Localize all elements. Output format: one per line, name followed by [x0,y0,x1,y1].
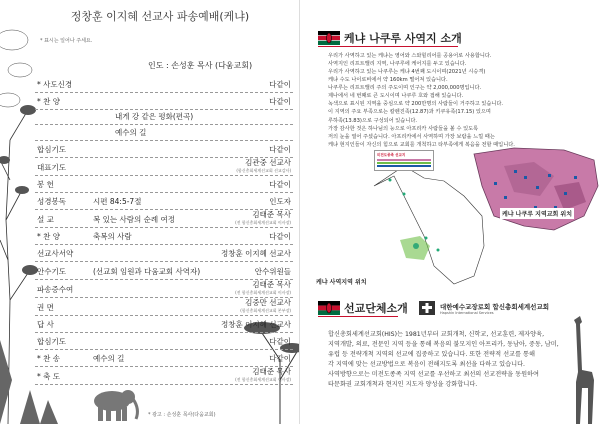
service-item-person: 인도자 [269,197,291,206]
kenya-header: 케냐 나쿠루 사역지 소개 [318,30,462,46]
service-row [35,350,293,367]
service-item-person: 다같이 [269,232,291,241]
paragraph-line: 저의 눈을 열어 주셨습니다. 아프리카에서 사역하며 가장 보람을 느낄 때는 [328,133,495,140]
service-item-person: 다같이 [269,354,291,363]
service-row [35,176,293,193]
paragraph-line: 유럽 등 전략개척 지역의 선교에 집중하고 있습니다. 또한 전략적 선교를 통해 [328,350,535,358]
paragraph-line: 합신총회세계선교회(HIS)는 1981년부터 교회개척, 신학교, 선교훈련, 제자양육, [328,331,545,338]
person-affiliation: (합신총회세계선교회 선교감사) [236,168,291,173]
service-item-person: 다같이 [269,180,291,189]
service-item-person: 다같이 [269,97,291,106]
person-affiliation: (전 합신총회세계선교회 이사장) [235,290,291,295]
paragraph-line: 우리가 사역하고 있는 나쿠루는 케냐 4번째 도시이며(2021년 시승격) [328,69,486,76]
service-row [35,333,293,350]
service-item-label: 대표기도 [37,163,66,172]
paragraph-line: 사역지인 리프트밸리 지역, 나쿠루에 케어지를 두고 있습니다. [328,61,467,68]
paragraph-line: 사역방향으로는 미전도종족 지역 선교를 우선하고 최선의 선교전략을 동원하여 [328,370,540,378]
service-item-detail: 축복의 사람 [93,232,132,241]
map-label-kenya: 케냐 사역지역 위치 [314,276,369,287]
service-row [35,367,293,385]
paragraph-line: 케냐 수도 나이로비에서 약 160km 떨어져 있습니다. [328,77,448,84]
paragraph-line: 타문화권 교회개척과 현지인 지도자 양성을 강화합니다. [328,380,478,388]
service-row [35,141,293,158]
service-row [35,245,293,262]
page-title: 정창훈 이지혜 선교사 파송예배(케냐) [70,10,250,23]
service-row [35,316,293,333]
service-item-person: 다같이 [269,80,291,89]
footnote: * 광고 : 손성훈 목사(다움교회) [148,412,216,418]
service-item-label: 성경봉독 [37,197,66,206]
service-item-label: 봉 헌 [37,180,54,189]
paragraph-line: 가장 감사한 것은 하나님의 능으로 아프리카 사람들을 볼 수 있도록 [328,125,479,132]
elephant-illustration [84,385,144,424]
kenya-flag-icon [318,31,340,45]
map-label-nakuru: 케냐 나쿠루 지역교회 위치 [500,208,574,219]
service-item-person: 정창훈 이지혜 선교사 [221,320,291,329]
service-item-detail: 예수의 길 [115,128,147,137]
org-logo: 대한예수교장로회 합신총회세계선교회 Hapshin International Services [418,300,549,316]
service-item-detail: 시편 84:5-7절 [93,197,142,206]
paragraph-line: 지역개발, 의료, 전문인 지역 등을 통해 복음의 불모지인 아프리카, 동남아, 중동, 남미, [328,340,559,348]
service-item-person: 다같이 [269,337,291,346]
service-row [35,280,293,298]
paragraph-line: 케냐 현지인들이 자신의 힘으로 교회를 개척하고 타부족에게 복음을 전할 때입니다. [328,141,515,148]
order-list [35,78,293,385]
service-item-person: 김태준 목사 (전 합신총회세계선교회 이사장) [235,367,291,382]
paragraph-line: 나쿠루는 리프트밸리 주의 주도이며 인구는 약 2,000,000명입니다. [328,85,482,92]
service-item-label: 설 교 [37,215,54,224]
paragraph-line: 이 지역의 주요 부족으로는 칼렌진족(12.87)과 키쿠유족(17.15) 있으며 [328,109,491,116]
service-item-detail: (선교회 임원과 다움교회 사역자) [93,267,201,276]
service-row [35,158,293,176]
service-item-label: 안수기도 [37,267,66,276]
service-item-person: 김태준 목사 (전 합신총회세계선교회 이사장) [235,280,291,295]
service-item-label: 파송증수여 [37,285,74,294]
service-item-label: * 찬 양 [37,97,61,106]
org-logo-icon [418,300,436,316]
service-row [35,193,293,210]
standing-note: * 표시는 일어나 주세요. [40,38,93,44]
service-item-label: 권 면 [37,303,54,312]
service-item-detail: 복 있는 사람의 순례 여정 [93,215,175,224]
header-underline [318,316,398,317]
paragraph-line: 녹색으로 표시된 지역을 중심으로 약 200만명의 사람들이 거주하고 있습니다. [328,101,504,108]
paragraph-line: 루하족(13.83)으로 구성되어 있습니다. [328,117,417,124]
person-affiliation: (전 합신총회세계선교회 이사장) [235,377,291,382]
service-item-detail: 내게 강 같은 평화(편곡) [115,112,194,121]
service-item-person: 김태준 목사 (전 합신총회세계선교회 이사장) [235,210,291,225]
paragraph-line: 우리가 사역하고 있는 케냐는 영어와 스와힐리어를 공용어로 사용합니다. [328,53,492,59]
service-row [35,210,293,228]
service-row [35,262,293,280]
service-row [35,78,293,93]
service-item-person: 정창훈 이지혜 선교사 [221,249,291,258]
kenya-paragraph [328,52,600,149]
presider: 인도 : 손성훈 목사 (다움교회) [148,61,253,70]
service-row [35,93,293,110]
header-underline [318,46,458,47]
mission-header: 선교단체소개 [318,300,408,316]
service-item-label: * 찬 양 [37,232,61,241]
person-affiliation: (합신총회세계선교회 본부장) [240,308,291,313]
service-item-label: * 찬 송 [37,354,61,363]
paragraph-line: 각 지역에 맞는 선교방법으로 복음이 전해지도록 최선을 다하고 있습니다. [328,360,526,368]
mission-paragraph [328,330,578,390]
service-item-person: 김중만 선교사 (합신총회세계선교회 본부장) [240,298,291,313]
service-item-label: * 사도신경 [37,80,73,89]
service-row [35,125,293,141]
service-item-person: 김관중 선교사 (합신총회세계선교회 선교감사) [236,158,291,173]
service-item-detail: 예수의 길 [93,354,125,363]
paragraph-line: 제나에서 네 번째로 큰 도시이며 나쿠루 호와 접해 있습니다. [328,93,464,100]
service-row [35,228,293,245]
map-legend: 미전도종족 선교지 [374,150,434,171]
service-row [35,298,293,316]
person-affiliation: (전 합신총회세계선교회 이사장) [235,220,291,225]
service-item-label: 합심기도 [37,145,66,154]
service-item-label: 합심기도 [37,337,66,346]
service-item-label: 선교사서약 [37,249,74,258]
service-item-person: 안수위원들 [254,267,291,276]
service-item-label: * 축 도 [37,372,61,381]
giraffe-illustration [566,310,600,424]
service-row [35,110,293,125]
service-item-person: 다같이 [269,145,291,154]
kenya-flag-icon [318,301,340,315]
service-item-label: 답 사 [37,320,54,329]
mission-info-page [300,0,600,424]
